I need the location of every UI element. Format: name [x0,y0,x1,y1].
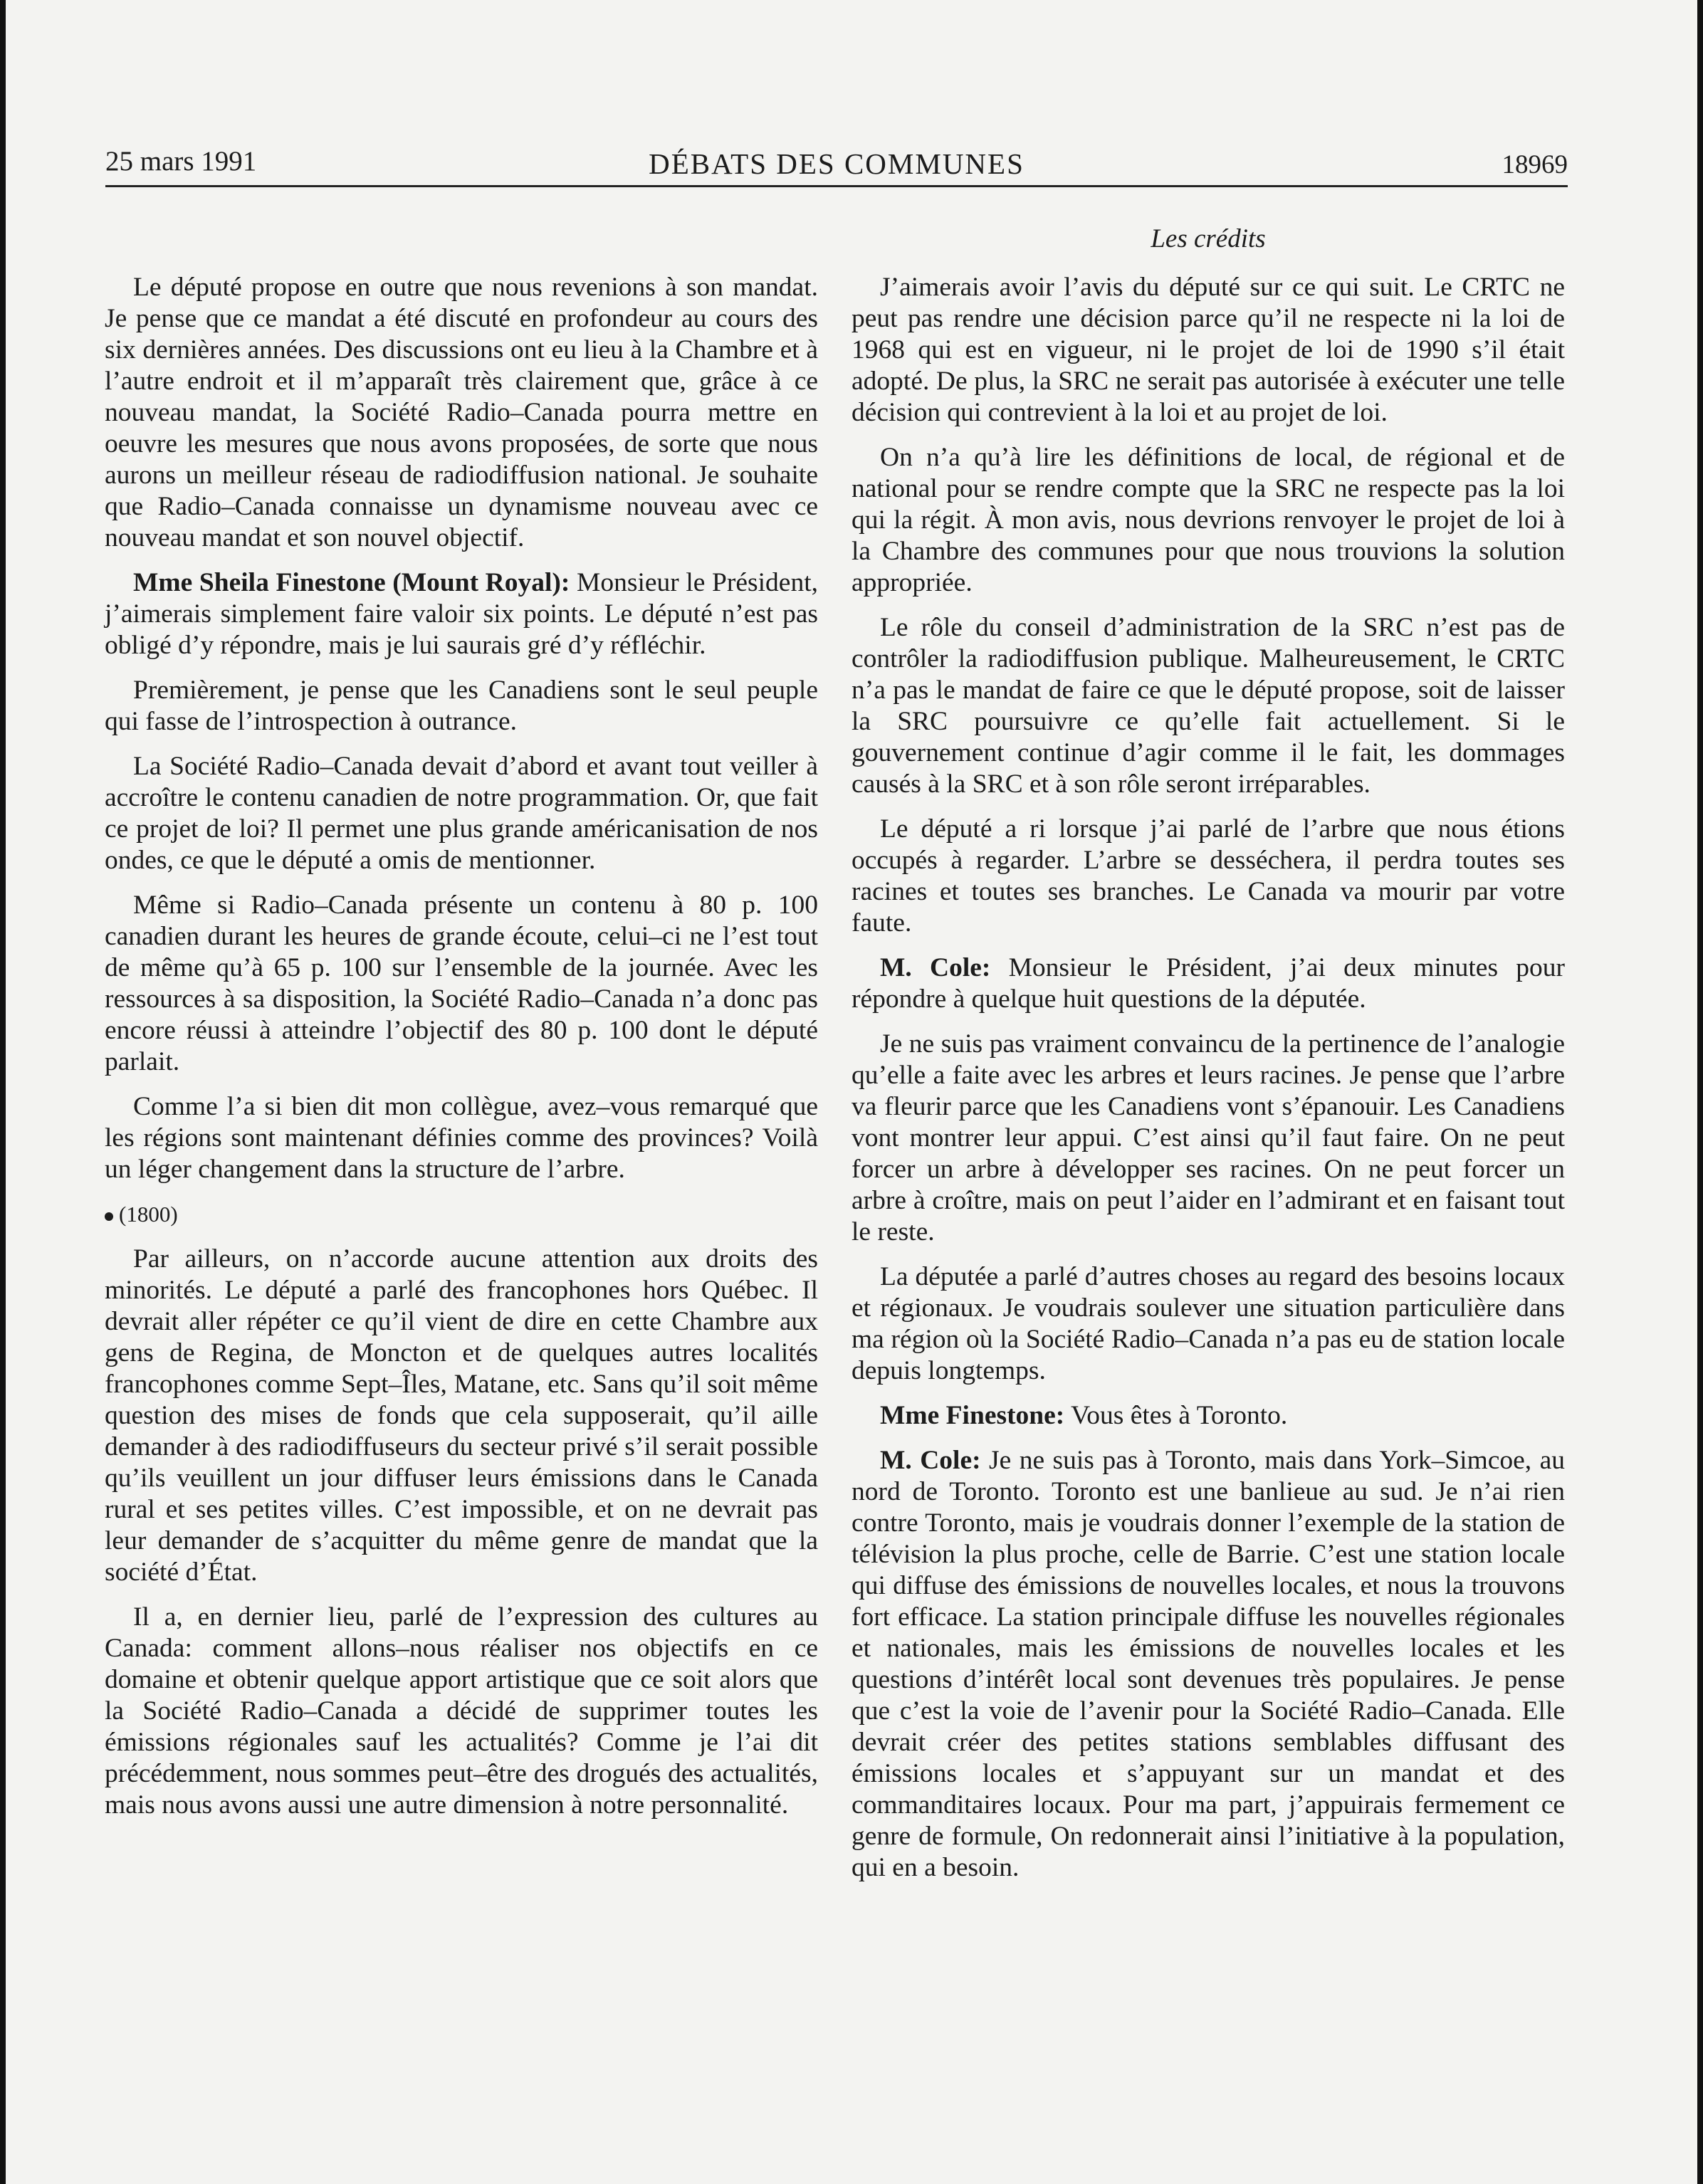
speaker-name: Mme Sheila Finestone (Mount Royal): [133,568,570,597]
paragraph-text: Je ne suis pas vraiment convaincu de la pertinence de l’analogie qu’elle a faite avec les arbres et leurs racines. Je pense que l’arbre va fleurir parce que les Canadiens vont s’épanouir. Les Canadiens vont montrer leur appui. C’est ainsi qu’il faut faire. On ne peut forcer un arbre à développer ses racines. On ne peut forcer un arbre à croître, mais on peut l’aider en l’admirant et en faisant tout le reste. [852,1029,1565,1246]
paragraph [105,1602,818,1821]
paragraph [105,675,818,737]
paragraph [105,751,818,876]
paragraph-text: Par ailleurs, on n’accorde aucune attention aux droits des minorités. Le député a parlé des francophones hors Québec. Il devrait aller répéter ce qu’il vient de dire en cette Chambre aux gens de Regina, de Moncton et de quelques autres localités francophones comme Sept–Îles, Matane, etc. Sans qu’il soit même question des mises de fonds que cela supposerait, qu’il aille demander à des radiodiffuseurs du secteur privé s’il serait possible qu’ils veuillent un jour diffuser leurs émissions dans le Canada rural et ses petites villes. C’est impossible, et on ne devrait pas leur demander de s’acquitter du même genre de mandat que la société d’État. [105,1244,818,1587]
paragraph-text: Monsieur le Président, j’ai deux minutes pour répondre à quelque huit questions de la députée. [852,953,1565,1014]
header-page-number: 18969 [1502,150,1568,179]
paragraph [105,567,818,661]
paragraph-text: Je ne suis pas à Toronto, mais dans York–Simcoe, au nord de Toronto. Toronto est une banlieue au sud. Je n’ai rien contre Toronto, mais je voudrais donner l’exemple de la station de télévision la plus proche, celle de Barrie. C’est une station locale qui diffuse des émissions de nouvelles locales, et nous la trouvons fort efficace. La station principale diffuse les nouvelles régionales et nationales, mais les émissions de nouvelles locales et les questions d’intérêt local sont devenues très populaires. Je pense que c’est la voie de l’avenir pour la Société Radio–Canada. Elle devrait créer des petites stations semblables diffusant des émissions locales et s’appuyant sur un mandat et des commanditaires locaux. Pour ma part, j’appuirais fermement ce genre de formule, On redonnerait ainsi l’initiative à la population, qui en a besoin. [852,1446,1565,1882]
scan-edge-left [0,0,6,2184]
paragraph [105,1091,818,1185]
header-date: 25 mars 1991 [105,146,257,177]
speaker-name: M. Cole: [880,953,991,982]
speaker-name: M. Cole: [880,1446,981,1475]
paragraph-text: Le rôle du conseil d’administration de la SRC n’est pas de contrôler la radiodiffusion publique. Malheureusement, le CRTC n’a pas le mandat de faire ce que le député propose, soit de laisser la SRC poursuivre ce qu’elle fait actuellement. Si le gouvernement continue d’agir comme il le fait, les dommages causés à la SRC et à son rôle seront irréparables. [852,613,1565,799]
bullet-icon [105,1212,113,1221]
header-title: DÉBATS DES COMMUNES [649,147,1025,180]
paragraph-text: Le député propose en outre que nous revenions à son mandat. Je pense que ce mandat a été discuté en profondeur au cours des six dernières années. Des discussions ont eu lieu à la Chambre et à l’autre endroit et il m’apparaît très clairement que, grâce à ce nouveau mandat, la Société Radio–Canada pourra mettre en oeuvre les mesures que nous avons proposées, de sorte que nous aurons un meilleur réseau de radiodiffusion national. Je souhaite que Radio–Canada connaisse un dynamisme nouveau avec ce nouveau mandat et son nouvel objectif. [105,273,818,552]
paragraph-text: La députée a parlé d’autres choses au regard des besoins locaux et régionaux. Je voudrais soulever une situation particulière dans ma région où la Société Radio–Canada n’a pas eu de station locale depuis longtemps. [852,1262,1565,1385]
left-column [105,272,818,1834]
time-marker [105,1199,818,1230]
paragraph [105,1244,818,1588]
paragraph-text: Premièrement, je pense que les Canadiens sont le seul peuple qui fasse de l’introspection à outrance. [105,676,818,736]
time-marker-text: (1800) [119,1202,178,1227]
paragraph [105,890,818,1078]
paragraph [852,1445,1565,1884]
paragraph [852,442,1565,599]
page-header [105,142,1568,187]
paragraph [852,1261,1565,1387]
paragraph [105,272,818,554]
running-head: Les crédits [1151,224,1266,253]
scan-edge-right [1697,0,1703,2184]
paragraph-text: Il a, en dernier lieu, parlé de l’expression des cultures au Canada: comment allons–nous réaliser nos objectifs en ce domaine et obtenir quelque apport artistique que ce soit alors que la Société Radio–Canada a décidé de supprimer toutes les émissions régionales sauf les actualités? Comme je l’ai dit précédemment, nous sommes peut–être des drogués des actualités, mais nous avons aussi une autre dimension à notre personnalité. [105,1602,818,1820]
paragraph-text: Même si Radio–Canada présente un contenu à 80 p. 100 canadien durant les heures de grande écoute, celui–ci ne l’est tout de même qu’à 65 p. 100 sur l’ensemble de la journée. Avec les ressources à sa disposition, la Société Radio–Canada n’a donc pas encore réussi à atteindre l’objectif des 80 p. 100 dont le député parlait. [105,891,818,1076]
speaker-name: Mme Finestone: [880,1401,1065,1430]
paragraph-text: Vous êtes à Toronto. [1064,1401,1288,1430]
paragraph-text: On n’a qu’à lire les définitions de local, de régional et de national pour se rendre compte que la SRC ne respecte pas la loi qui la régit. À mon avis, nous devrions renvoyer le projet de loi à la Chambre des communes pour que nous trouvions la solution appropriée. [852,443,1565,597]
paragraph [852,1029,1565,1248]
paragraph-text: La Société Radio–Canada devait d’abord et avant tout veiller à accroître le contenu canadien de notre programmation. Or, que fait ce projet de loi? Il permet une plus grande américanisation de nos ondes, ce que le député a omis de mentionner. [105,752,818,875]
paragraph-text: Monsieur le Président, j’aimerais simplement faire valoir six points. Le député n’est pas obligé d’y répondre, mais je lui saurais gré d’y réfléchir. [105,568,818,660]
paragraph [852,952,1565,1015]
paragraph-text: Le député a ri lorsque j’ai parlé de l’arbre que nous étions occupés à regarder. L’arbre se desséchera, il perdra toutes ses racines et toutes ses branches. Le Canada va mourir par votre faute. [852,814,1565,938]
paragraph [852,612,1565,800]
paragraph [852,814,1565,939]
paragraph [852,1400,1565,1432]
right-column [852,272,1565,1897]
paragraph [852,272,1565,429]
paragraph-text: J’aimerais avoir l’avis du député sur ce qui suit. Le CRTC ne peut pas rendre une décision parce qu’il ne respecte ni la loi de 1968 qui est en vigueur, ni le projet de loi de 1990 s’il était adopté. De plus, la SRC ne serait pas autorisée à exécuter une telle décision qui contrevient à la loi et au projet de loi. [852,273,1565,427]
paragraph-text: Comme l’a si bien dit mon collègue, avez–vous remarqué que les régions sont maintenant définies comme des provinces? Voilà un léger changement dans la structure de l’arbre. [105,1092,818,1184]
